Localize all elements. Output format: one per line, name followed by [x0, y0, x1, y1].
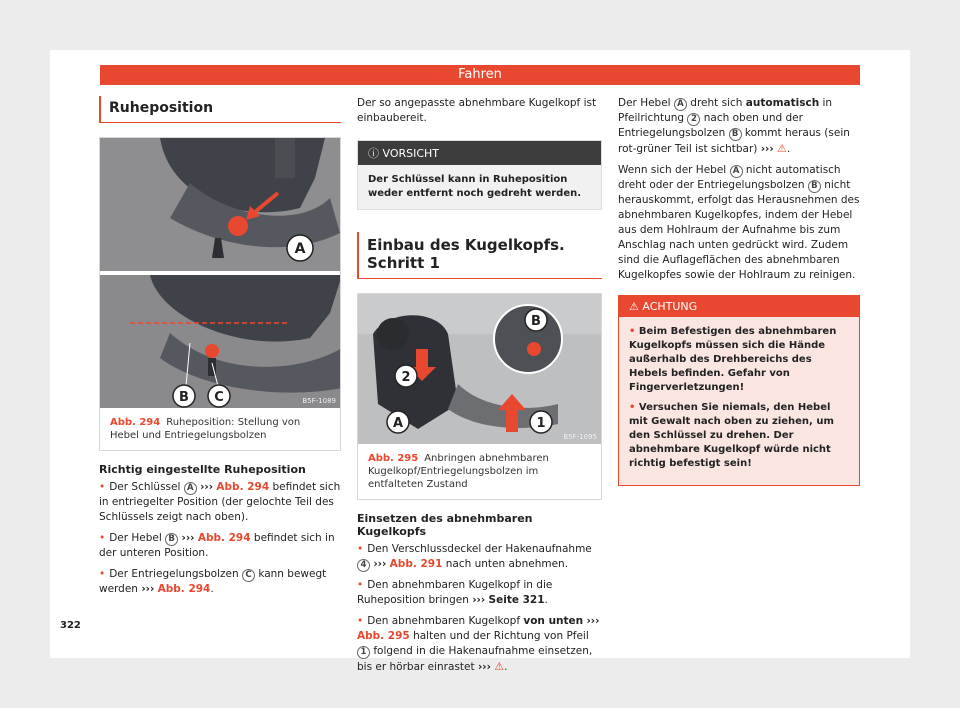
figure-link[interactable]: Abb. 291 — [389, 558, 443, 570]
label-badge: B — [165, 533, 178, 546]
text: dreht sich — [690, 97, 743, 109]
label-badge: 2 — [687, 113, 700, 126]
figure-link[interactable]: Abb. 294 — [216, 481, 270, 493]
warning-icon[interactable]: ⚠ — [494, 660, 505, 673]
warning-header — [619, 296, 859, 317]
bullet-text: befindet sich in entriegelter Position (der gelochte Teil des Schlüssels zeigt nach oben). — [99, 481, 341, 523]
bullet-emphasis: von unten — [523, 615, 584, 627]
text: in Pfeilrichtung — [618, 97, 833, 124]
figure-number: Abb. 295 — [368, 453, 419, 464]
warning-text: Beim Befestigen des abnehmbaren Kugelkopfs müssen sich die Hände außerhalb des Drehbereichs des Hebels befinden. Gefahr von Fingerverletzungen! — [629, 326, 837, 393]
list-item: • Den Verschlussdeckel der Hakenaufnahme 4 ››› Abb. 291 nach unten abnehmen. — [357, 543, 592, 570]
bullet-text: Den abnehmbaren Kugelkopf in die Ruheposition bringen — [357, 579, 553, 606]
figure-link[interactable]: Abb. 294 — [157, 583, 211, 595]
column-3 — [618, 96, 860, 486]
text: Der Hebel — [618, 97, 671, 109]
bullet-text: . — [544, 594, 548, 606]
subhead-einsetzen: Einsetzen des abnehmbaren Kugelkopfs — [357, 512, 533, 538]
bullet-text: Der Hebel — [109, 532, 162, 544]
svg-text:2: 2 — [401, 370, 411, 385]
bullet-text: Den Verschlussdeckel der Hakenaufnahme — [367, 543, 592, 555]
caution-header — [358, 141, 601, 165]
emphasis: automatisch — [745, 97, 820, 109]
svg-text:1: 1 — [536, 416, 546, 431]
figure-295-caption — [358, 444, 601, 499]
label-badge: 1 — [357, 646, 370, 659]
svg-text:C: C — [214, 390, 224, 405]
label-badge: B — [808, 180, 821, 193]
figure-294 — [99, 137, 341, 451]
info-icon: ⓘ — [368, 147, 379, 160]
warning-box — [618, 295, 860, 486]
label-badge: A — [674, 98, 687, 111]
label-badge: A — [184, 482, 197, 495]
text: kommt heraus (sein rot-grüner Teil ist sichtbar) — [618, 127, 850, 155]
text: nach oben und der Entriegelungsbolzen — [618, 112, 803, 139]
warning-item: • Versuchen Sie niemals, den Hebel mit Gewalt nach oben zu ziehen, um den Schlüssel zu drehen. Der abnehmbare Kugelkopf würde nicht richtig befestigt sein! — [629, 402, 834, 469]
warning-title: ACHTUNG — [642, 300, 698, 313]
svg-text:B: B — [179, 390, 189, 405]
figure-link[interactable]: Abb. 294 — [197, 532, 251, 544]
caution-box — [357, 140, 602, 210]
bullet-text: . — [210, 583, 214, 595]
svg-text:A: A — [392, 416, 404, 431]
svg-text:A: A — [294, 241, 306, 257]
caption-text: Anbringen abnehmbaren Kugelkopf/Entriegelungsbolzen im entfalteten Zustand — [368, 453, 549, 490]
column-2 — [357, 96, 602, 681]
figure-294-caption — [100, 408, 340, 450]
warning-icon[interactable]: ⚠ — [777, 142, 787, 155]
bullet-text: nach unten abnehmen. — [445, 558, 569, 570]
page-link[interactable]: Seite 321 — [488, 594, 545, 606]
figure-code: B5F-1095 — [563, 433, 597, 441]
page-number: 322 — [60, 620, 81, 631]
figure-code: B5F-1089 — [302, 397, 336, 405]
figure-295-image — [358, 294, 601, 444]
section-title-einbau: Einbau des Kugelkopfs. Schritt 1 — [357, 232, 602, 279]
column-1 — [99, 96, 341, 603]
warning-text: Versuchen Sie niemals, den Hebel mit Gewalt nach oben zu ziehen, um den Schlüssel zu drehen. Der abnehmbare Kugelkopf würde nicht richtig befestigt sein! — [629, 402, 834, 469]
figure-295 — [357, 293, 602, 500]
figure-number: Abb. 294 — [110, 417, 161, 428]
bullet-text: folgend in die Hakenaufnahme einsetzen, bis er hörbar einrastet — [357, 645, 593, 673]
section-title-ruheposition: Ruheposition — [99, 96, 341, 123]
bullet-text: kann bewegt werden — [99, 568, 327, 595]
caption-text: Ruheposition: Stellung von Hebel und Entriegelungsbolzen — [110, 417, 301, 441]
list-item: • Der Hebel B ››› Abb. 294 befindet sich in der unteren Position. — [99, 532, 335, 559]
paragraph-wenn — [618, 163, 860, 283]
bullet-text: Der Entriegelungsbolzen — [109, 568, 239, 580]
paragraph-hebel: Der Hebel A dreht sich automatisch in Pfeilrichtung 2 nach oben und der Entriegelungsbolzen B kommt heraus (sein rot-grüner Teil ist sichtbar) ››› ⚠. — [618, 97, 850, 155]
label-badge: C — [242, 569, 255, 582]
caution-body: Der Schlüssel kann in Ruheposition weder entfernt noch gedreht werden. — [368, 174, 582, 199]
caution-title: VORSICHT — [382, 147, 440, 160]
text: nicht herauskommt, erfolgt das Herausnehmen des abnehmbaren Kugelkopfes, indem der Hebel aus dem Hohlraum der Aufnahme bis zum Anschlag nach unten gedrückt wird. Zudem sind die Auflageflächen des abnehmbaren Kugelkopfes sowie der Hohlraum zu reinigen. — [618, 179, 860, 281]
list-item: • Den abnehmbaren Kugelkopf in die Ruheposition bringen ››› Seite 321. — [357, 579, 553, 606]
warning-item: • Beim Befestigen des abnehmbaren Kugelkopfs müssen sich die Hände außerhalb des Drehbereichs des Hebels befinden. Gefahr von Fingerverletzungen! — [629, 326, 837, 393]
text: nicht automatisch dreht oder der Entriegelungsbolzen — [618, 164, 841, 191]
subhead-richtig: Richtig eingestellte Ruheposition — [99, 463, 306, 476]
list-item: • Der Schlüssel A ››› Abb. 294 befindet sich in entriegelter Position (der gelochte Teil des Schlüssels zeigt nach oben). — [99, 481, 341, 523]
figure-link[interactable]: Abb. 295 — [357, 630, 410, 642]
svg-text:B: B — [531, 314, 541, 329]
warning-triangle-icon: ⚠ — [629, 300, 639, 313]
label-badge: B — [729, 128, 742, 141]
text: Wenn sich der Hebel — [618, 164, 727, 176]
figure-294-image — [100, 138, 340, 408]
warning-body — [619, 317, 859, 485]
list-item: • Den abnehmbaren Kugelkopf von unten ››› Abb. 295 halten und der Richtung von Pfeil 1 folgend in die Hakenaufnahme einsetzen, bis er hörbar einrastet ››› ⚠. — [357, 615, 600, 673]
bullet-text: Den abnehmbaren Kugelkopf — [367, 615, 521, 627]
bullet-text: befindet sich in der unteren Position. — [99, 532, 335, 559]
intro-text: Der so angepasste abnehmbare Kugelkopf ist einbaubereit. — [357, 97, 597, 124]
label-badge: 4 — [357, 559, 370, 572]
list-item: • Der Entriegelungsbolzen C kann bewegt werden ››› Abb. 294. — [99, 568, 327, 595]
label-badge: A — [730, 165, 743, 178]
chapter-header: Fahren — [100, 65, 860, 85]
bullet-text: Der Schlüssel — [109, 481, 181, 493]
bullet-text: halten und der Richtung von Pfeil — [413, 630, 589, 642]
